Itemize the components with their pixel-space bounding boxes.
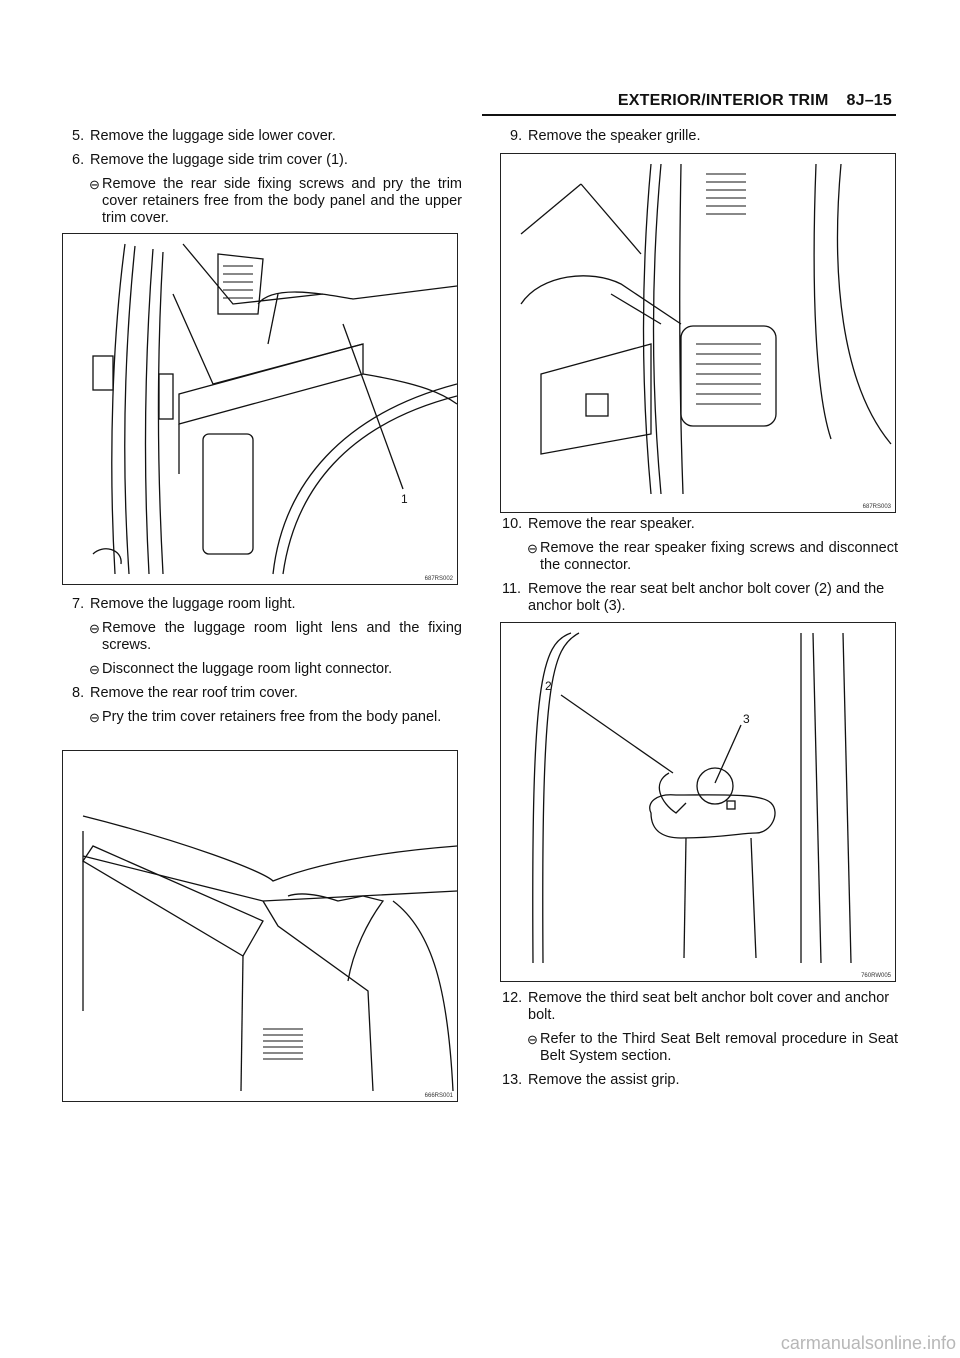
bullet-icon: ⊖ xyxy=(89,621,100,636)
section-title: EXTERIOR/INTERIOR TRIM xyxy=(617,92,829,109)
bullet-icon: ⊖ xyxy=(89,177,100,192)
left-column-top xyxy=(62,128,462,234)
bullet-icon: ⊖ xyxy=(527,541,538,556)
step-12-bullet: ⊖ Refer to the Third Seat Belt removal procedure in Seat Belt System section. xyxy=(527,1031,898,1064)
step-7-bullet-2: ⊖ Disconnect the luggage room light connector. xyxy=(89,661,393,677)
left-column-middle xyxy=(62,596,462,733)
figure-code: 760RW005 xyxy=(861,973,891,979)
figure-seat-belt-anchor xyxy=(500,622,896,982)
callout-2: 2 xyxy=(545,679,552,693)
step-9: 9. Remove the speaker grille. xyxy=(510,128,701,144)
bullet-icon: ⊖ xyxy=(89,662,100,677)
step-8-bullet: ⊖ Pry the trim cover retainers free from the body panel. xyxy=(89,709,442,725)
page-header xyxy=(600,92,892,110)
step-6-bullet: ⊖ Remove the rear side fixing screws and pry the trim cover retainers free from the body panel and the upper trim cover. xyxy=(89,176,462,226)
bullet-icon: ⊖ xyxy=(527,1032,538,1047)
step-12: 12. Remove the third seat belt anchor bolt cover and anchor bolt. xyxy=(502,990,890,1023)
illustration-rear-roof-trim xyxy=(63,751,457,1101)
step-7: 7. Remove the luggage room light. xyxy=(72,596,296,612)
figure-rear-roof-trim xyxy=(62,750,458,1102)
illustration-seat-belt-anchor xyxy=(501,623,895,981)
bullet-icon: ⊖ xyxy=(89,710,100,725)
watermark-text: carmanualsonline.info xyxy=(780,1333,956,1353)
right-column-bottom xyxy=(500,990,898,1096)
step-5: 5. Remove the luggage side lower cover. xyxy=(72,128,336,144)
figure-code: 687RS003 xyxy=(862,504,891,510)
step-10: 10. Remove the rear speaker. xyxy=(502,516,695,532)
right-column-top xyxy=(500,128,898,152)
step-6: 6. Remove the luggage side trim cover (1). xyxy=(72,152,348,168)
illustration-luggage-side-trim xyxy=(63,234,457,584)
step-13: 13. Remove the assist grip. xyxy=(502,1072,680,1088)
illustration-speaker-grille xyxy=(501,154,895,512)
step-10-bullet: ⊖ Remove the rear speaker fixing screws and disconnect the connector. xyxy=(527,540,898,573)
page-number: 8J–15 xyxy=(846,92,892,109)
figure-code: 666RS001 xyxy=(424,1093,453,1099)
step-11: 11. Remove the rear seat belt anchor bolt cover (2) and the anchor bolt (3). xyxy=(502,581,885,614)
figure-speaker-grille xyxy=(500,153,896,513)
header-rule xyxy=(482,114,896,116)
right-column-middle xyxy=(500,516,898,622)
step-7-bullet-1: ⊖ Remove the luggage room light lens and the fixing screws. xyxy=(89,620,462,653)
callout-3: 3 xyxy=(743,712,750,726)
figure-luggage-side-trim xyxy=(62,233,458,585)
figure-code: 687RS002 xyxy=(424,576,453,582)
step-8: 8. Remove the rear roof trim cover. xyxy=(72,685,298,701)
callout-1: 1 xyxy=(401,492,408,506)
